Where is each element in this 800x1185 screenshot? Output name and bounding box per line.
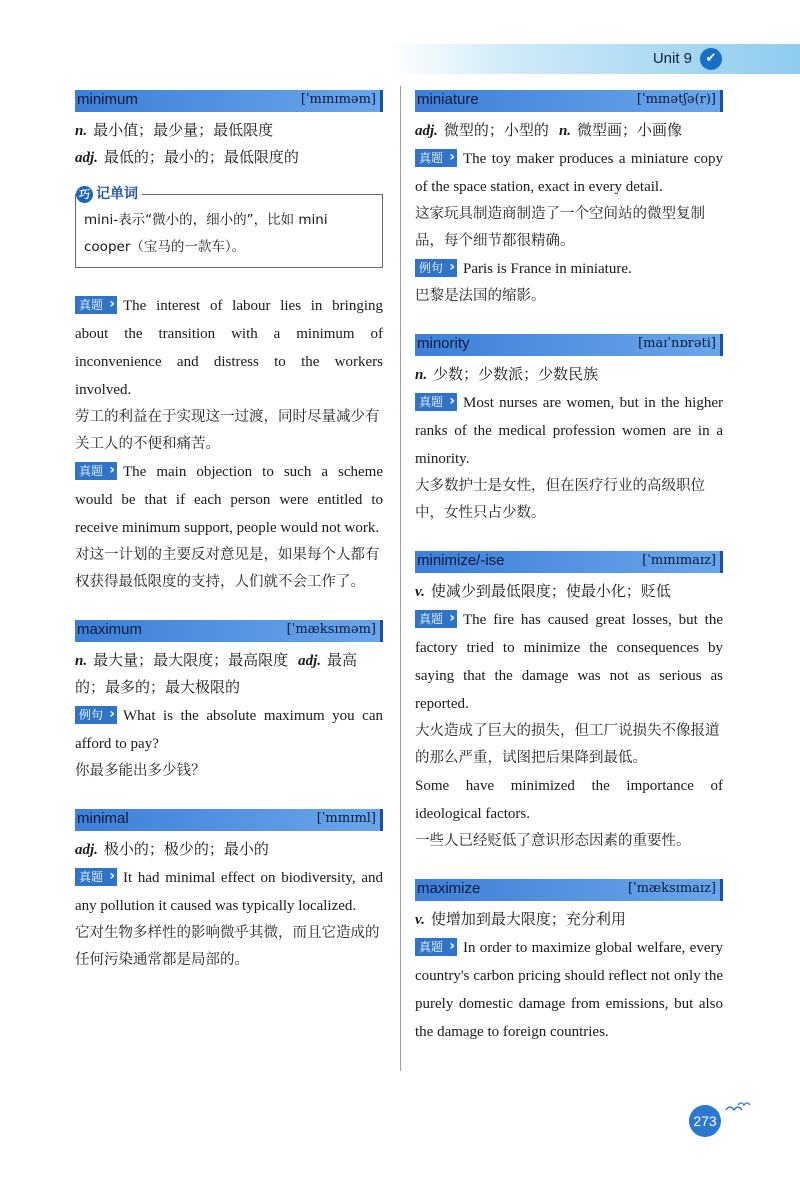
entry-minimal: [75, 809, 383, 974]
entry-head: [75, 620, 383, 642]
entry-minimum: [75, 90, 383, 596]
entry-minimize: [415, 551, 723, 855]
headword: maximize: [417, 880, 481, 897]
tip-icon: 巧: [76, 186, 93, 203]
headword: minimum: [77, 91, 138, 108]
definition: adj. 最低的；最小的；最低限度的: [75, 150, 299, 166]
phonetic: [ˈmɪnətʃə(r)]: [636, 92, 716, 107]
example-translation: 巴黎是法国的缩影。: [415, 288, 546, 304]
entry-maximum: [75, 620, 383, 785]
entry-head: [415, 879, 723, 901]
example-translation: 这家玩具制造商制造了一个空间站的微型复制品，每个细节都很精确。: [415, 206, 705, 249]
example-translation: 对这一计划的主要反对意见是，如果每个人都有权获得最低限度的支持，人们就不会工作了。: [75, 547, 380, 590]
example-sentence: 真题 › The main objection to such a scheme would be that if each person were entitled to receive minimum support, people would not work.: [75, 458, 383, 542]
definition: v. 使增加到最大限度；充分利用: [415, 912, 626, 928]
birds-icon: [724, 1100, 752, 1116]
unit-banner: [390, 44, 800, 74]
phonetic: [ˈmæksɪməm]: [286, 622, 376, 637]
definition: n. 最大量；最大限度；最高限度 adj. 最高的；最多的；最大极限的: [75, 653, 358, 696]
example-sentence: 真题 › Most nurses are women, but in the higher ranks of the medical profession women are in a minority.: [415, 389, 723, 473]
entry-miniature: [415, 90, 723, 310]
entry-head: [75, 809, 383, 831]
definition: adj. 微型的；小型的 n. 微型画；小画像: [415, 123, 683, 139]
entry-head: [415, 334, 723, 356]
example-sentence: 真题 › The toy maker produces a miniature copy of the space station, exact in every detail.: [415, 145, 723, 201]
unit-label: Unit 9: [652, 50, 692, 67]
headword: miniature: [417, 91, 479, 108]
headword: maximum: [77, 621, 143, 638]
exam-tag: 真题 ›: [75, 868, 117, 886]
example-translation: 一些人已经贬低了意识形态因素的重要性。: [415, 833, 691, 849]
definition: adj. 极小的；极少的；最小的: [75, 842, 269, 858]
example-translation: 大火造成了巨大的损失，但工厂说损失不像报道的那么严重，试图把后果降到最低。: [415, 723, 720, 766]
page-number: 273: [689, 1105, 721, 1137]
example-sentence: 例句 › Paris is France in miniature.: [415, 255, 723, 283]
check-icon: ✔: [700, 48, 722, 70]
example-translation: 它对生物多样性的影响微乎其微，而且它造成的任何污染通常都是局部的。: [75, 925, 380, 968]
phonetic: [ˈmɪnɪməm]: [300, 92, 376, 107]
exam-tag: 真题 ›: [75, 296, 117, 314]
left-column: [75, 90, 383, 998]
phonetic: [ˈmɪnɪml]: [316, 811, 376, 826]
example-translation: 大多数护士是女性，但在医疗行业的高级职位中，女性只占少数。: [415, 478, 705, 521]
exam-tag: 真题 ›: [75, 462, 117, 480]
memory-tip-text: mini-表示“微小的，细小的”，比如 mini cooper（宝马的一款车）。: [84, 212, 328, 255]
entry-head: [75, 90, 383, 112]
entry-maximize: [415, 879, 723, 1046]
phonetic: [maɪˈnɒrəti]: [638, 336, 716, 351]
entry-head: [415, 551, 723, 573]
example-sentence: 真题 › In order to maximize global welfare, every country's carbon pricing should reflect not only the purely domestic damage from emissions, but also the damage to foreign countries.: [415, 934, 723, 1046]
headword: minority: [417, 335, 470, 352]
definition: n. 最小值；最少量；最低限度: [75, 123, 274, 139]
memory-tip-box: [75, 186, 383, 268]
headword: minimal: [77, 810, 129, 827]
definition: n. 少数；少数派；少数民族: [415, 367, 599, 383]
example-translation: 你最多能出多少钱？: [75, 763, 206, 779]
right-column: [415, 90, 723, 1070]
example-sentence: Some have minimized the importance of ideological factors.: [415, 778, 723, 822]
headword: minimize/-ise: [417, 552, 505, 569]
example-sentence: 真题 › It had minimal effect on biodiversity, and any pollution it caused was typically localized.: [75, 864, 383, 920]
example-sentence: 例句 › What is the absolute maximum you can afford to pay?: [75, 702, 383, 758]
column-divider: [400, 86, 401, 1071]
definition: v. 使减少到最低限度；使最小化；贬低: [415, 584, 671, 600]
example-translation: 劳工的利益在于实现这一过渡，同时尽量减少有关工人的不便和痛苦。: [75, 409, 380, 452]
exam-tag: 真题 ›: [415, 610, 457, 628]
entry-minority: [415, 334, 723, 527]
example-tag: 例句 ›: [75, 706, 117, 724]
exam-tag: 真题 ›: [415, 393, 457, 411]
phonetic: [ˈmɪnɪmaɪz]: [642, 553, 716, 568]
exam-tag: 真题 ›: [415, 938, 457, 956]
example-sentence: 真题 › The fire has caused great losses, but the factory tried to minimize the consequences by saying that the damage was not as serious as reported.: [415, 606, 723, 718]
phonetic: [ˈmæksɪmaɪz]: [627, 881, 716, 896]
entry-head: [415, 90, 723, 112]
example-sentence: 真题 › The interest of labour lies in bringing about the transition with a minimum of inconvenience and distress to the workers involved.: [75, 292, 383, 404]
memory-tip-title: 巧 记单词: [76, 183, 142, 203]
example-tag: 例句 ›: [415, 259, 457, 277]
exam-tag: 真题 ›: [415, 149, 457, 167]
